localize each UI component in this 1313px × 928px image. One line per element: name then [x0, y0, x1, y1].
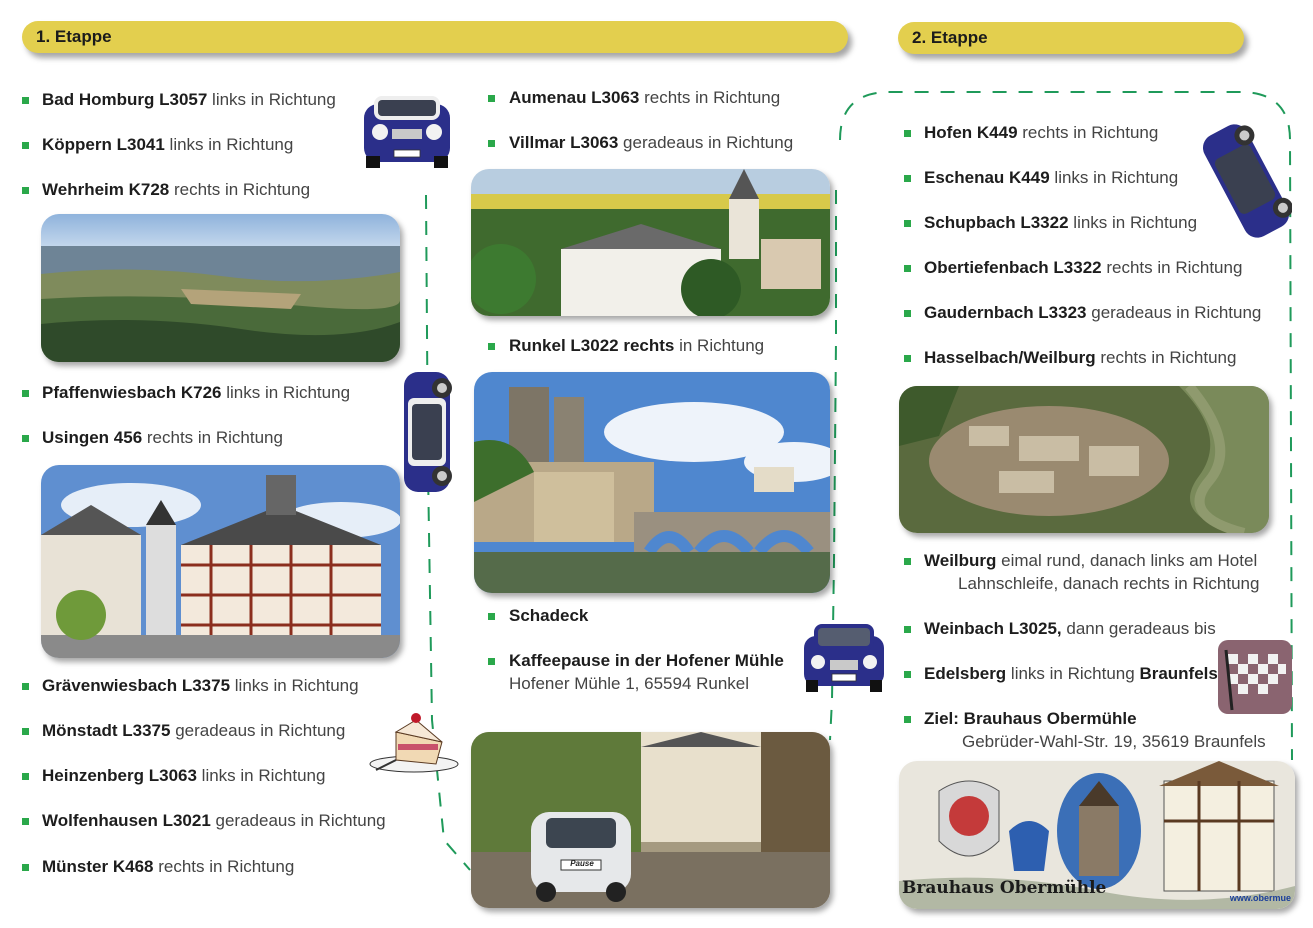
route-step: Schupbach L3322 links in Richtung	[924, 213, 1198, 232]
cafe-address: Hofener Mühle 1, 65594 Runkel	[509, 674, 750, 693]
route-step: Weilburg eimal rund, danach links am Hotel	[924, 551, 1258, 570]
bullet-icon	[488, 95, 495, 102]
bullet-icon	[22, 187, 29, 194]
route-step: Weinbach L3025, dann geradeaus bis	[924, 619, 1216, 638]
bullet-icon	[22, 142, 29, 149]
route-step: Hasselbach/Weilburg rechts in Richtung	[924, 348, 1237, 367]
weilburg-aerial-photo	[899, 386, 1269, 533]
bullet-icon	[22, 683, 29, 690]
bullet-icon	[904, 265, 911, 272]
bullet-icon	[488, 613, 495, 620]
bullet-icon	[904, 716, 911, 723]
route-step: Mönstadt L3375 geradeaus in Richtung	[42, 721, 346, 740]
bullet-icon	[488, 140, 495, 147]
villmar-church-photo	[471, 169, 830, 316]
route-step: Münster K468 rechts in Richtung	[42, 857, 295, 876]
checkered-flag-icon	[1218, 640, 1292, 714]
route-step: Ziel: Brauhaus Obermühle	[924, 709, 1137, 728]
route-step: Köppern L3041 links in Richtung	[42, 135, 294, 154]
route-step: Usingen 456 rechts in Richtung	[42, 428, 283, 447]
brauhaus-url: www.obermue	[1229, 893, 1291, 903]
mini-car-tilted-icon	[1200, 118, 1292, 244]
route-step: Schadeck	[509, 606, 589, 625]
route-step: Heinzenberg L3063 links in Richtung	[42, 766, 326, 785]
bullet-icon	[488, 343, 495, 350]
route-step: Gaudernbach L3323 geradeaus in Richtung	[924, 303, 1262, 322]
mini-car-front-icon	[358, 74, 456, 174]
bullet-icon	[22, 818, 29, 825]
town-hall-photo	[41, 465, 400, 658]
bullet-icon	[904, 175, 911, 182]
runkel-castle-photo	[474, 372, 830, 593]
bullet-icon	[22, 435, 29, 442]
bullet-icon	[904, 130, 911, 137]
mini-car-front-icon	[800, 618, 888, 696]
route-step: Bad Homburg L3057 links in Richtung	[42, 90, 336, 109]
bullet-icon	[22, 728, 29, 735]
route-step: Edelsberg links in Richtung Braunfels	[924, 664, 1218, 683]
route-step: Runkel L3022 rechts in Richtung	[509, 336, 765, 355]
cake-icon	[366, 712, 460, 776]
landscape-photo	[41, 214, 400, 362]
route-step: Wehrheim K728 rechts in Richtung	[42, 180, 311, 199]
stage-2-banner: 2. Etappe	[898, 22, 1244, 54]
bullet-icon	[904, 626, 911, 633]
route-step: Pfaffenwiesbach K726 links in Richtung	[42, 383, 351, 402]
bullet-icon	[904, 558, 911, 565]
brauhaus-sign: Brauhaus Obermühle	[902, 878, 1107, 898]
bullet-icon	[22, 773, 29, 780]
bullet-icon	[22, 97, 29, 104]
stage-1-banner: 1. Etappe	[22, 21, 848, 53]
bullet-icon	[904, 671, 911, 678]
bullet-icon	[22, 864, 29, 871]
cafe-mini-photo	[471, 732, 830, 908]
brauhaus-painting	[899, 761, 1295, 909]
route-step: Wolfenhausen L3021 geradeaus in Richtung	[42, 811, 386, 830]
bullet-icon	[904, 355, 911, 362]
pause-plate: Pause	[570, 859, 594, 868]
bullet-icon	[22, 390, 29, 397]
bullet-icon	[904, 310, 911, 317]
route-step: Kaffeepause in der Hofener Mühle	[509, 651, 784, 670]
route-step: Grävenwiesbach L3375 links in Richtung	[42, 676, 359, 695]
weilburg-continuation: Lahnschleife, danach rechts in Richtung	[958, 574, 1260, 593]
route-step: Hofen K449 rechts in Richtung	[924, 123, 1159, 142]
destination-address: Gebrüder-Wahl-Str. 19, 35619 Braunfels	[962, 732, 1266, 751]
route-step: Villmar L3063 geradeaus in Richtung	[509, 133, 794, 152]
bullet-icon	[488, 658, 495, 665]
route-step: Aumenau L3063 rechts in Richtung	[509, 88, 781, 107]
mini-car-side-icon	[398, 368, 458, 496]
route-step: Obertiefenbach L3322 rechts in Richtung	[924, 258, 1243, 277]
bullet-icon	[904, 220, 911, 227]
route-step: Eschenau K449 links in Richtung	[924, 168, 1179, 187]
